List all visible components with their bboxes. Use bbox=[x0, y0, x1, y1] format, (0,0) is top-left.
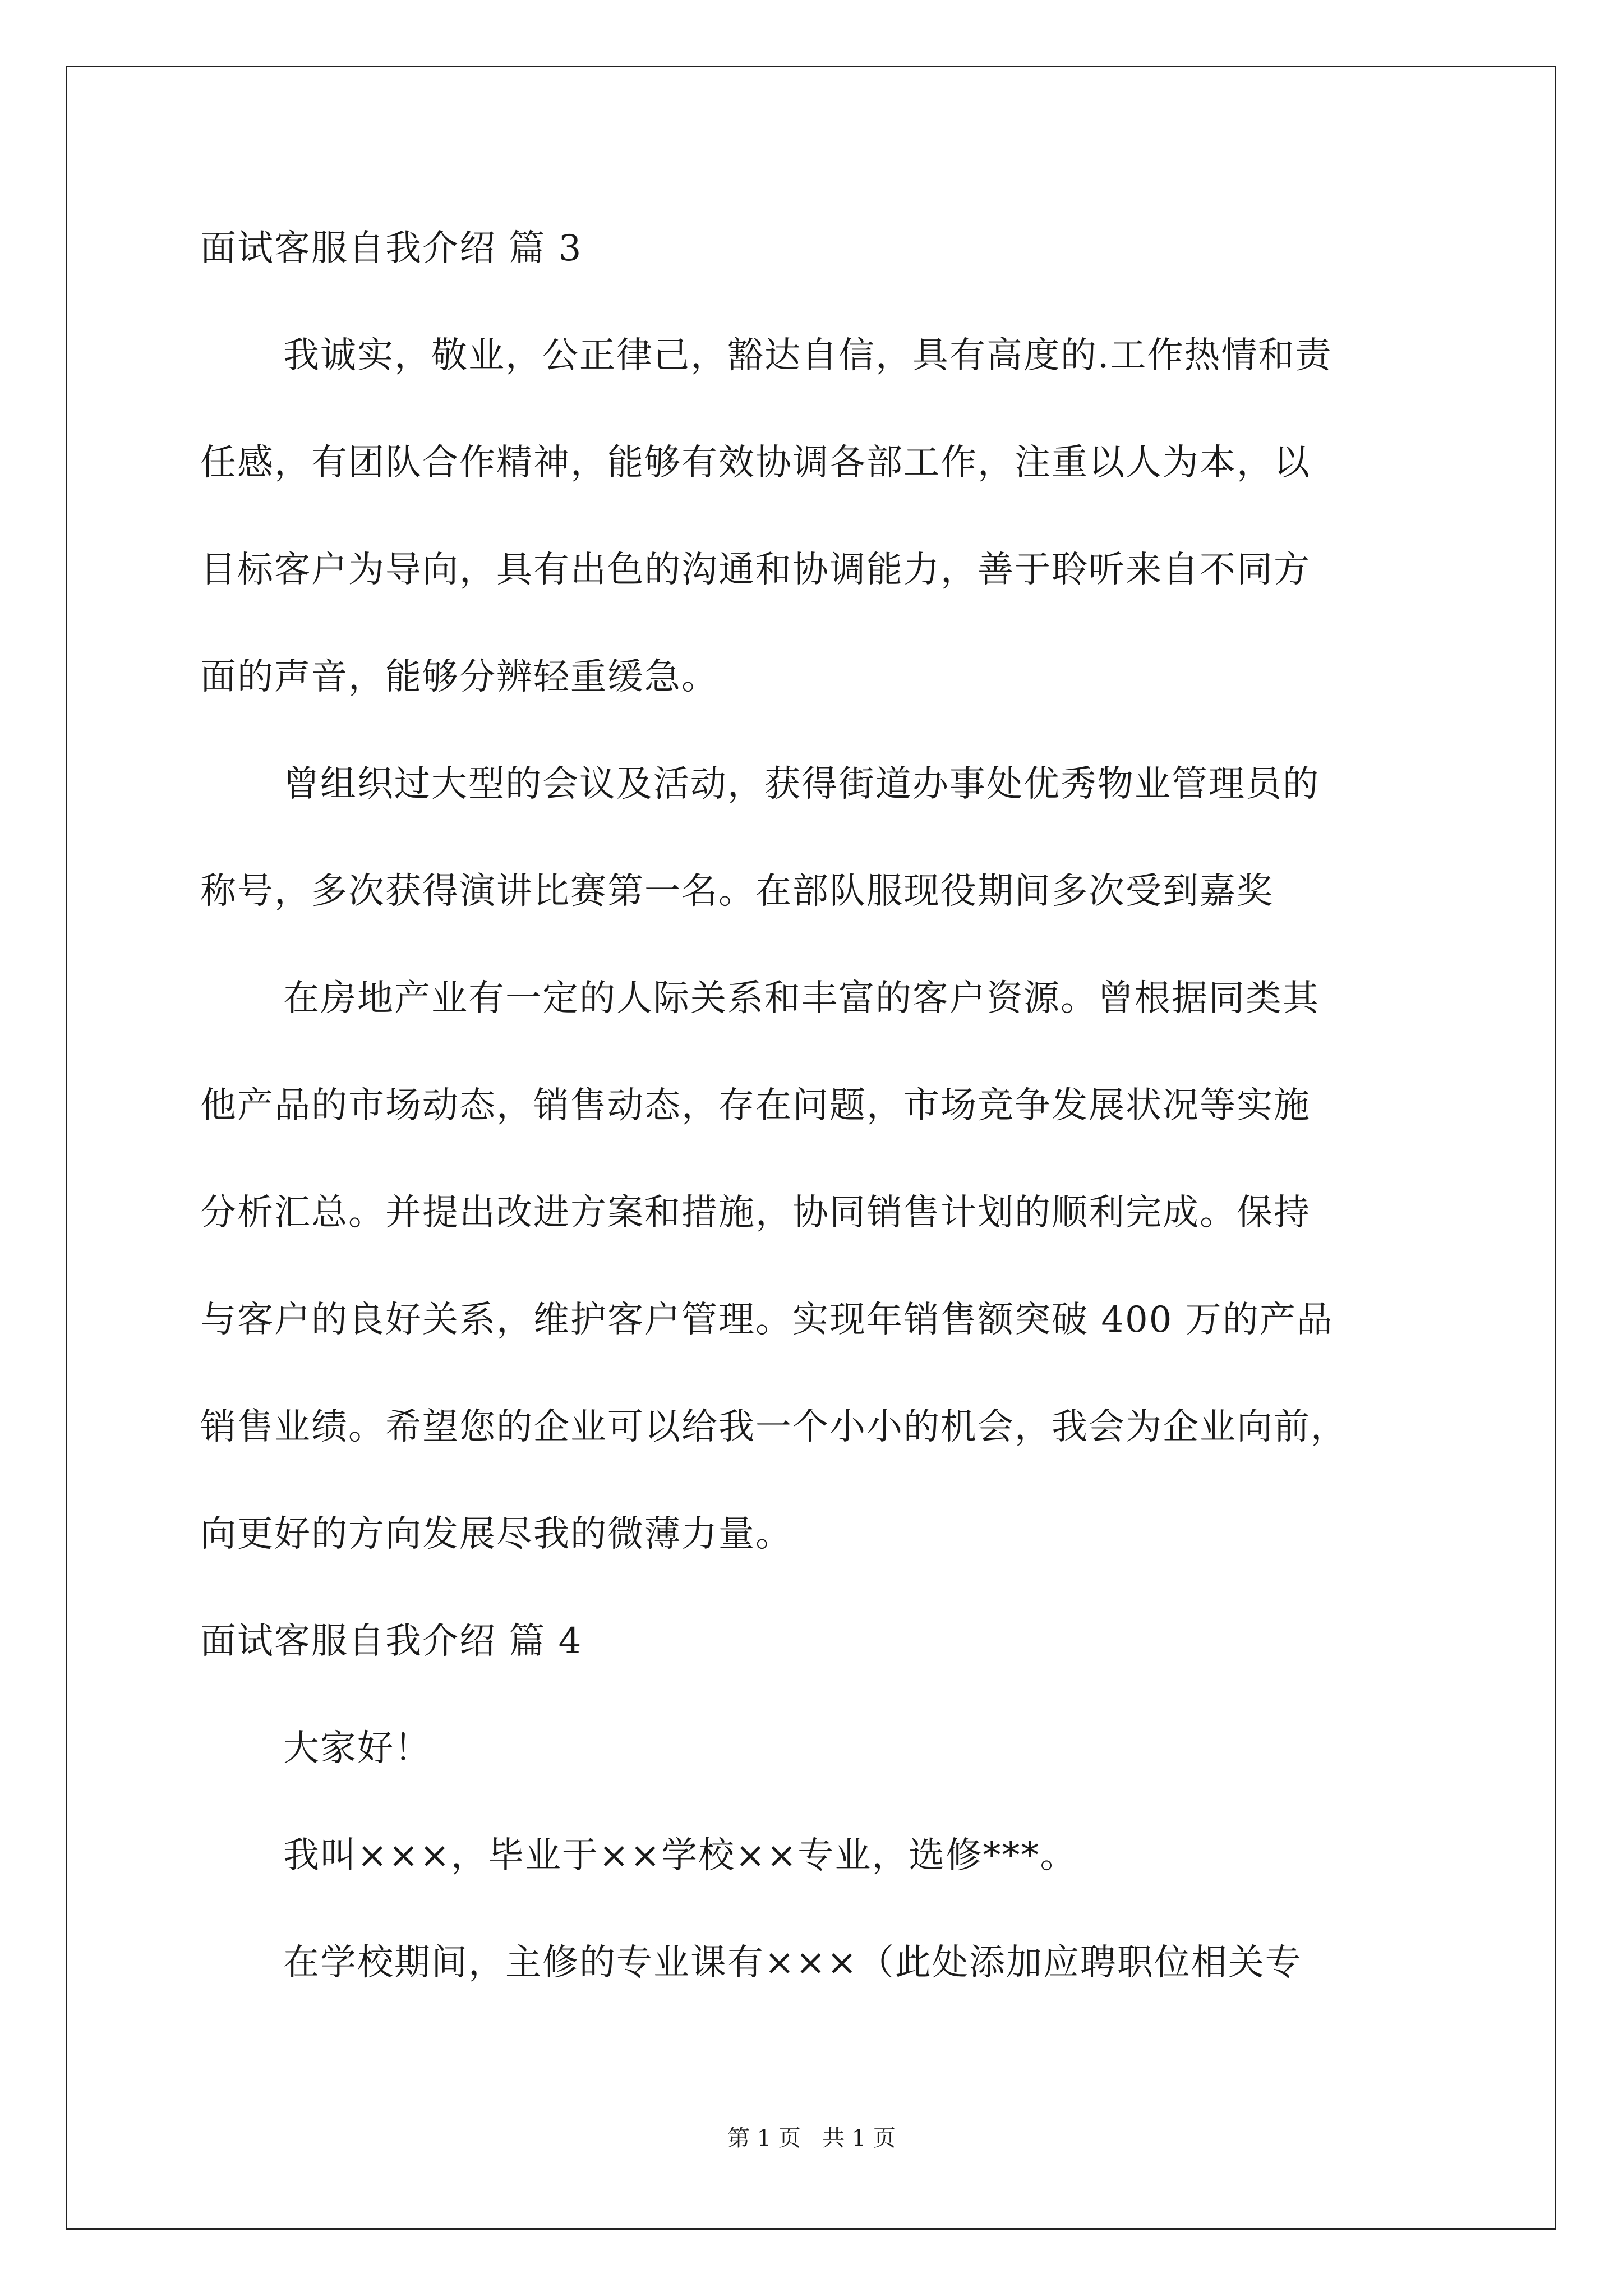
paragraph-line: 我叫×××，毕业于××学校××专业，选修***。 bbox=[283, 1835, 1077, 1876]
paragraph-line: 我诚实，敬业，公正律己，豁达自信，具有高度的.工作热情和责 bbox=[283, 335, 1332, 376]
paragraph-line: 销售业绩。希望您的企业可以给我一个小小的机会，我会为企业向前， bbox=[200, 1406, 1348, 1448]
section-heading: 面试客服自我介绍 篇 3 bbox=[200, 228, 583, 269]
page-border bbox=[66, 66, 1556, 2230]
paragraph-line: 与客户的良好关系，维护客户管理。实现年销售额突破 400 万的产品 bbox=[200, 1299, 1334, 1341]
paragraph-line: 大家好！ bbox=[283, 1728, 431, 1769]
paragraph-line: 在学校期间，主修的专业课有×××（此处添加应聘职位相关专 bbox=[283, 1942, 1302, 1984]
paragraph-line: 称号，多次获得演讲比赛第一名。在部队服现役期间多次受到嘉奖 bbox=[200, 871, 1274, 912]
paragraph-line: 他产品的市场动态，销售动态，存在问题，市场竞争发展状况等实施 bbox=[200, 1085, 1311, 1126]
paragraph-line: 分析汇总。并提出改进方案和措施，协同销售计划的顺利完成。保持 bbox=[200, 1192, 1311, 1234]
section-heading: 面试客服自我介绍 篇 4 bbox=[200, 1621, 583, 1662]
paragraph-line: 曾组织过大型的会议及活动，获得街道办事处优秀物业管理员的 bbox=[283, 763, 1320, 805]
paragraph-line: 向更好的方向发展尽我的微薄力量。 bbox=[200, 1513, 792, 1555]
paragraph-line: 目标客户为导向，具有出色的沟通和协调能力，善于聆听来自不同方 bbox=[200, 549, 1311, 591]
paragraph-line: 任感，有团队合作精神，能够有效协调各部工作，注重以人为本，以 bbox=[200, 442, 1311, 484]
page-number-footer: 第 1 页 共 1 页 bbox=[727, 2125, 896, 2151]
paragraph-line: 面的声音，能够分辨轻重缓急。 bbox=[200, 656, 718, 698]
paragraph-line: 在房地产业有一定的人际关系和丰富的客户资源。曾根据同类其 bbox=[283, 978, 1320, 1019]
